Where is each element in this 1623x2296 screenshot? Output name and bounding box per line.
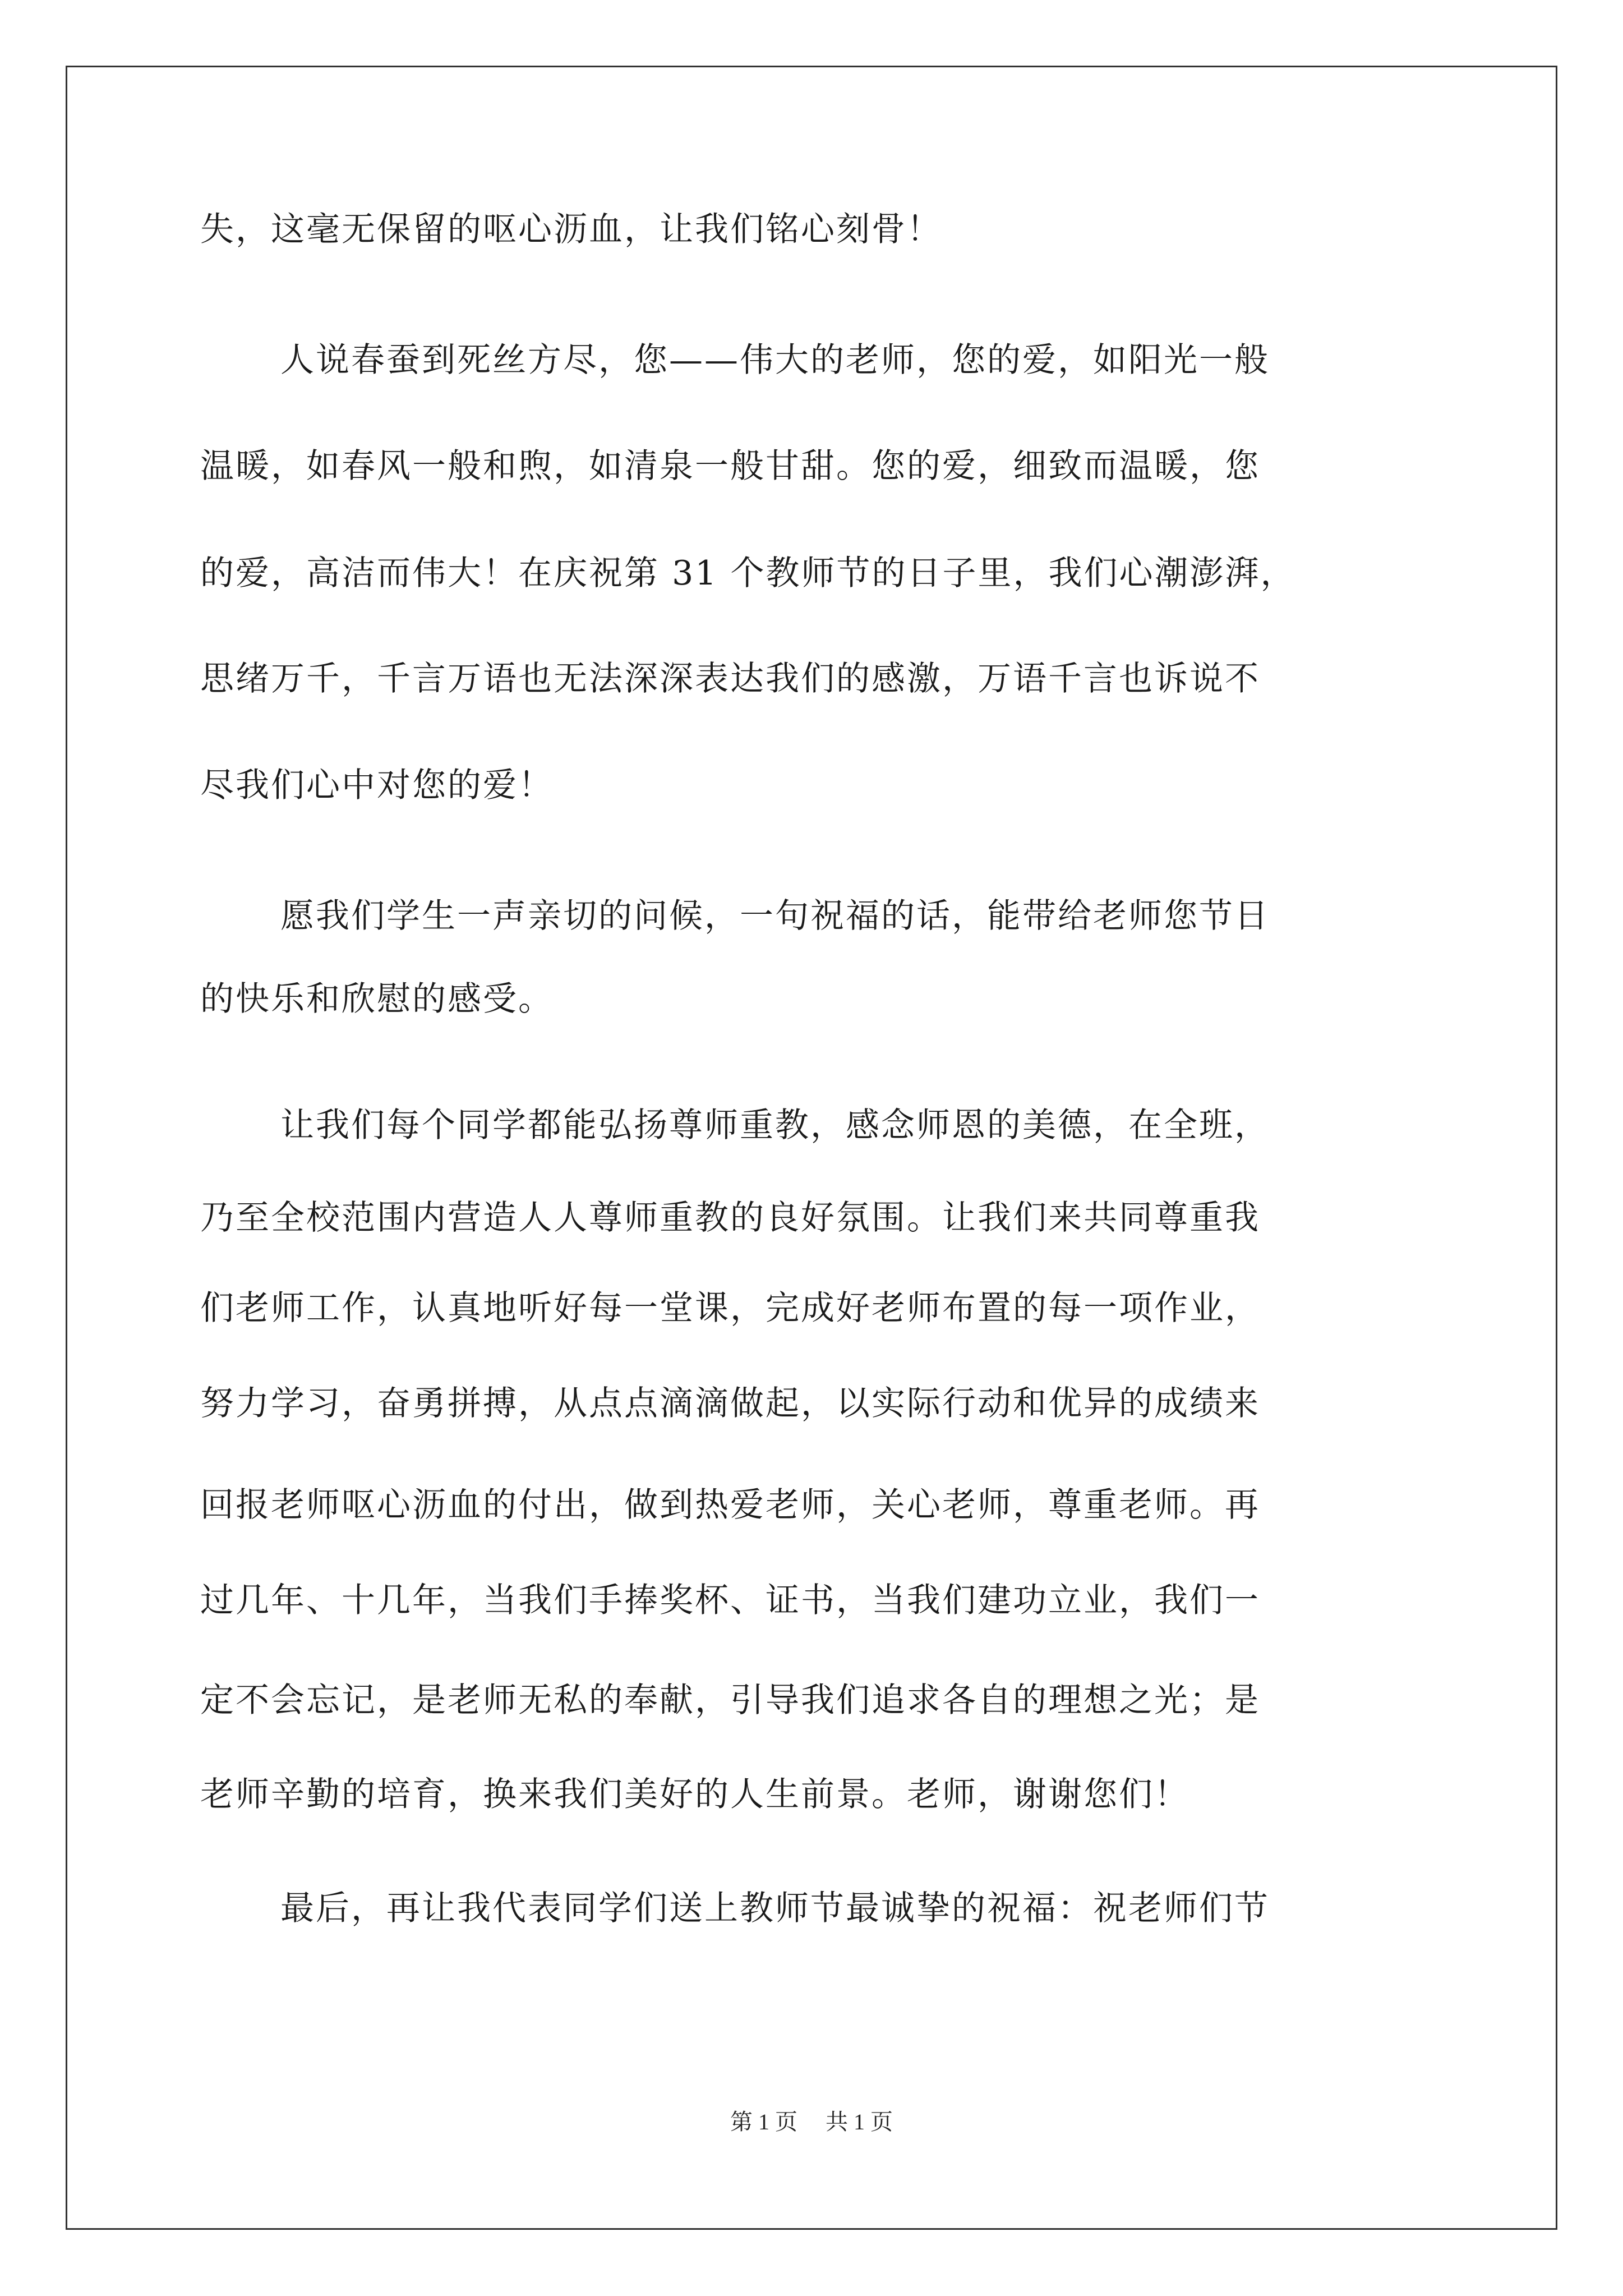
page-number: 第 1 页 [730, 2109, 797, 2134]
paragraph-line: 乃至全校范围内营造人人尊师重教的良好氛围。让我们来共同尊重我 [200, 1198, 1260, 1237]
paragraph-line: 的快乐和欣慰的感受。 [200, 979, 554, 1019]
page-total: 共 1 页 [826, 2109, 893, 2134]
paragraph-line: 们老师工作，认真地听好每一堂课，完成好老师布置的每一项作业， [200, 1289, 1260, 1328]
paragraph-line: 尽我们心中对您的爱！ [200, 766, 554, 805]
paragraph-line: 的爱，高洁而伟大！在庆祝第 31 个教师节的日子里，我们心潮澎湃， [200, 554, 1296, 593]
paragraph-line: 过几年、十几年，当我们手捧奖杯、证书，当我们建功立业，我们一 [200, 1581, 1260, 1620]
paragraph-line: 温暖，如春风一般和煦，如清泉一般甘甜。您的爱，细致而温暖，您 [200, 447, 1260, 486]
paragraph-line: 努力学习，奋勇拼搏，从点点滴滴做起，以实际行动和优异的成绩来 [200, 1384, 1260, 1423]
paragraph-line: 老师辛勤的培育，换来我们美好的人生前景。老师，谢谢您们！ [200, 1775, 1189, 1814]
paragraph-line: 回报老师呕心沥血的付出，做到热爱老师，关心老师，尊重老师。再 [200, 1485, 1260, 1525]
paragraph-line: 定不会忘记，是老师无私的奉献，引导我们追求各自的理想之光；是 [200, 1681, 1260, 1720]
page-footer [0, 2108, 1623, 2136]
paragraph-line: 让我们每个同学都能弘扬尊师重教，感念师恩的美德，在全班， [280, 1106, 1270, 1145]
paragraph-line: 人说春蚕到死丝方尽，您——伟大的老师，您的爱，如阳光一般 [280, 341, 1270, 380]
paragraph-line: 最后，再让我代表同学们送上教师节最诚挚的祝福：祝老师们节 [280, 1889, 1270, 1928]
paragraph-line: 失，这毫无保留的呕心沥血，让我们铭心刻骨！ [200, 210, 942, 249]
paragraph-line: 思绪万千，千言万语也无法深深表达我们的感激，万语千言也诉说不 [200, 659, 1260, 698]
paragraph-line: 愿我们学生一声亲切的问候，一句祝福的话，能带给老师您节日 [280, 896, 1270, 936]
